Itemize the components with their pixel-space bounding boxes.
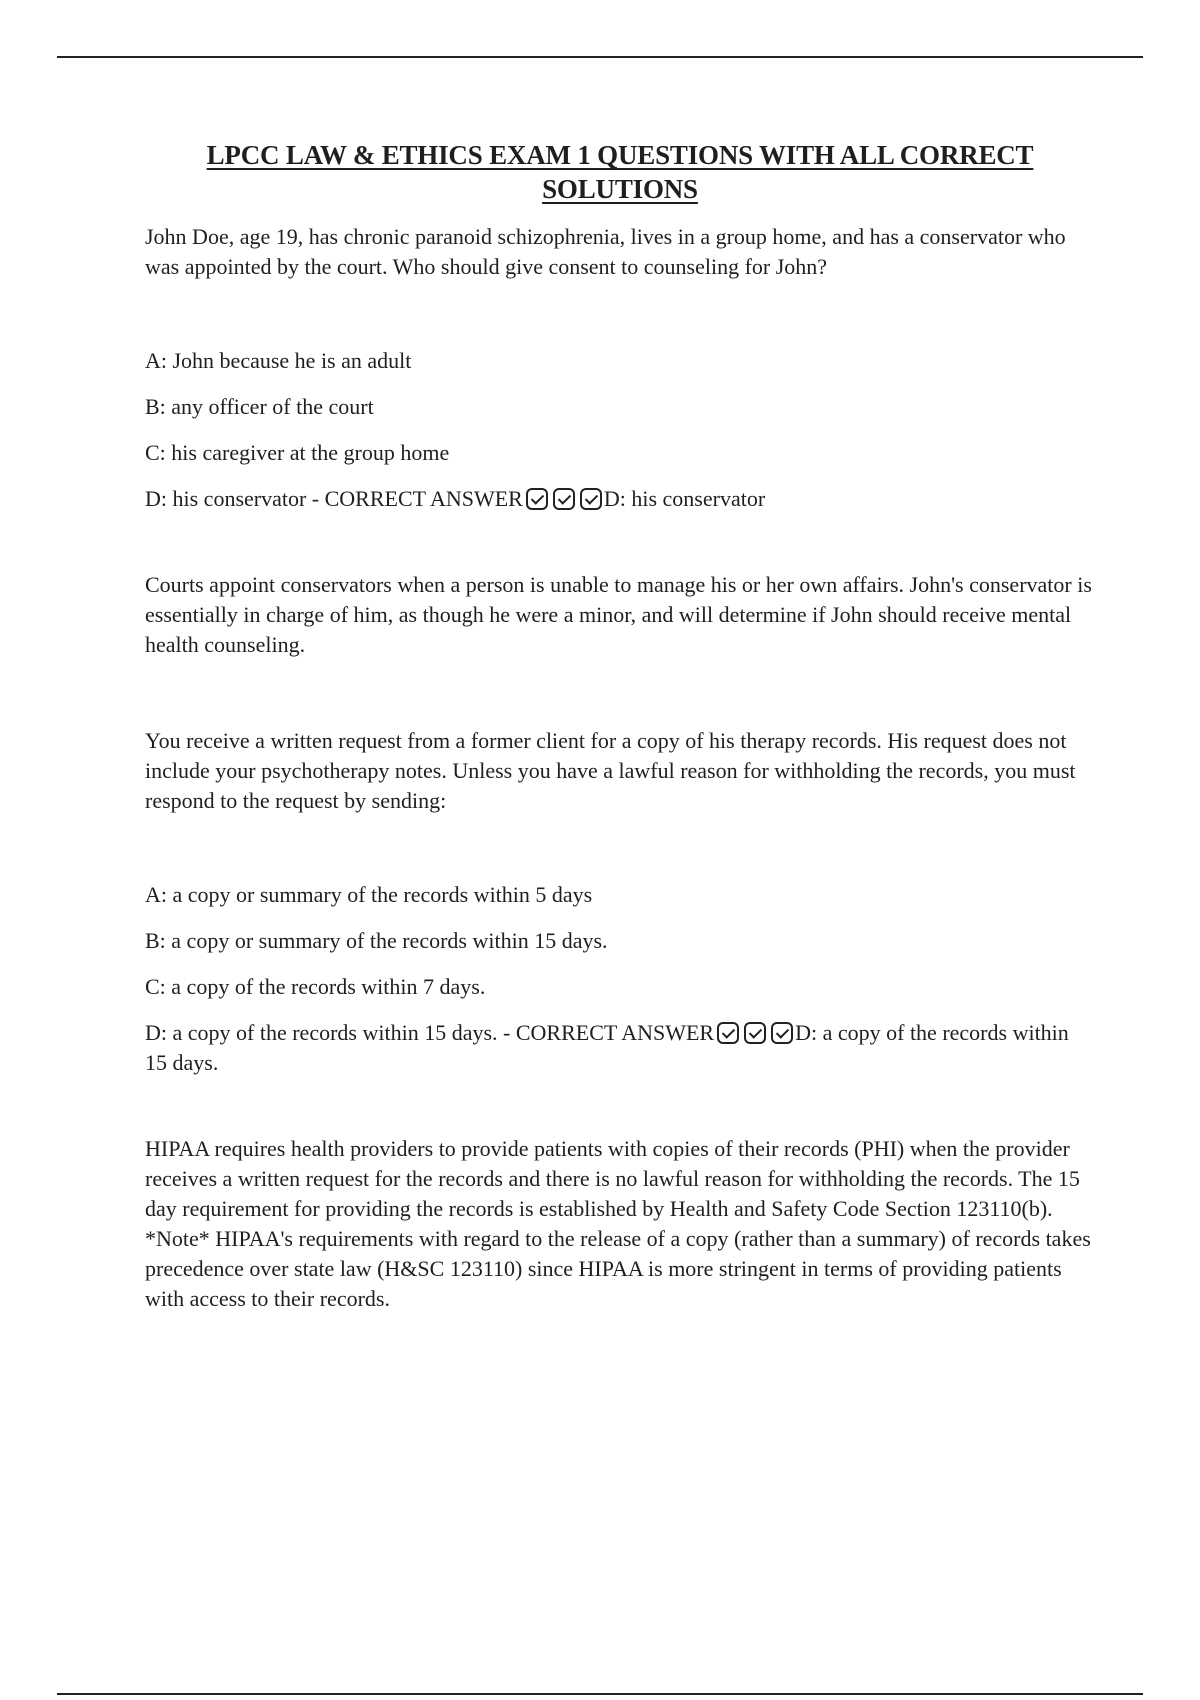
question-1-text: John Doe, age 19, has chronic paranoid schizophrenia, lives in a group home, and has a conservator who was appointed by the court. Who should give consent to counseling for John? [145,224,1066,279]
document-body [145,138,1095,1380]
question-1-explanation: Courts appoint conservators when a person is unable to manage his or her own affairs. John's conservator is essentially in charge of him, as though he were a minor, and will determine if John should receive mental health counseling. [145,572,1092,657]
question-2-answer-prefix: D: a copy of the records within 15 days. - CORRECT ANSWER [145,1020,715,1045]
question-2-text: You receive a written request from a former client for a copy of his therapy records. His request does not include your psychotherapy notes. Unless you have a lawful reason for withholding the records, you must respond to the request by sending: [145,728,1076,813]
question-1 [145,222,1095,660]
checkbox-checked-icon [717,1022,739,1044]
question-2-option-c: C: a copy of the records within 7 days. [145,974,486,999]
checkbox-checked-icon [744,1022,766,1044]
question-2-option-a: A: a copy or summary of the records within 5 days [145,882,593,907]
document-title: LPCC LAW & ETHICS EXAM 1 QUESTIONS WITH ALL CORRECT SOLUTIONS [206,140,1034,204]
checkbox-checked-icon [526,488,548,510]
question-1-answer-prefix: D: his conservator - CORRECT ANSWER [145,486,523,511]
footer-rule [57,1693,1143,1695]
question-1-answer-suffix: D: his conservator [603,486,766,511]
question-2-option-b: B: a copy or summary of the records within 15 days. [145,928,608,953]
header-rule [57,56,1143,58]
question-1-option-c: C: his caregiver at the group home [145,440,450,465]
question-2 [145,726,1095,1314]
question-2-answer [145,1018,1095,1078]
checkbox-checked-icon [771,1022,793,1044]
question-2-explanation: HIPAA requires health providers to provide patients with copies of their records (PHI) when the provider receives a written request for the records and there is no lawful reason for withholding the records. The 15 day requirement for providing the records is established by Health and Safety Code Section 123110(b). *Note* HIPAA's requirements with regard to the release of a copy (rather than a summary) of records takes precedence over state law (H&SC 123110) since HIPAA is more stringent in terms of providing patients with access to their records. [145,1136,1091,1311]
question-1-option-b: B: any officer of the court [145,394,374,419]
checkbox-checked-icon [553,488,575,510]
question-1-option-a: A: John because he is an adult [145,348,412,373]
checkbox-checked-icon [580,488,602,510]
question-2-answer-suffix: D: a copy of the records within 15 days. [145,1020,1069,1075]
question-1-answer [145,484,1095,514]
